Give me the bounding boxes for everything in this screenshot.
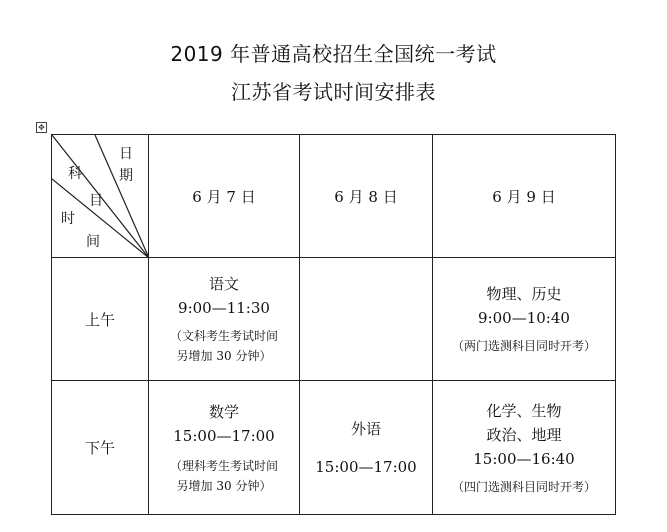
page-title: 2019 年普通高校招生全国统一考试: [170, 42, 497, 66]
date-header-jun8: 6 月 8 日: [300, 135, 433, 258]
time-math: 15:00—17:00: [173, 426, 275, 445]
time-foreign-language: 15:00—17:00: [315, 457, 417, 476]
cell-am-jun8: [300, 258, 433, 381]
subject-chinese: 语文: [208, 275, 239, 293]
corner-time-char2: 间: [86, 234, 100, 250]
afternoon-row: [52, 381, 616, 515]
subject-foreign-language: 外语: [350, 419, 381, 438]
date-header-jun9: 6 月 9 日: [433, 135, 616, 258]
note-electives-pm: （四门选测科目同时开考）: [451, 479, 596, 494]
subject-math: 数学: [208, 402, 239, 421]
period-morning: 上午: [52, 258, 149, 381]
table-move-handle-icon[interactable]: ✥: [36, 122, 47, 133]
time-chinese: 9:00—11:30: [178, 299, 270, 317]
corner-date-char1: 日: [119, 146, 133, 162]
subject-politics-geo: 政治、地理: [486, 425, 562, 444]
date-header-jun7: 6 月 7 日: [149, 135, 300, 258]
subject-chem-bio: 化学、生物: [486, 401, 562, 420]
diagonal-header-cell: [52, 135, 149, 258]
time-physics-history: 9:00—10:40: [478, 309, 570, 327]
note-chinese-line2: 另增加 30 分钟）: [176, 349, 272, 363]
subject-physics-history: 物理、历史: [486, 285, 562, 303]
note-math-line2: 另增加 30 分钟）: [176, 478, 272, 493]
cell-am-jun7: [149, 258, 300, 381]
corner-subject-char2: 目: [89, 193, 103, 209]
header-row: [52, 135, 616, 258]
exam-schedule-table: [51, 134, 616, 515]
corner-date-char2: 期: [119, 168, 133, 184]
page-subtitle: 江苏省考试时间安排表: [231, 80, 436, 104]
note-physics-history: （两门选测科目同时开考）: [451, 339, 596, 353]
corner-subject-char1: 科: [68, 166, 82, 182]
cell-pm-jun7: [149, 381, 300, 515]
morning-row: [52, 258, 616, 381]
cell-pm-jun8: [300, 381, 433, 515]
time-electives-pm: 15:00—16:40: [473, 449, 575, 468]
note-chinese-line1: （文科考生考试时间: [169, 329, 278, 343]
cell-pm-jun9: [433, 381, 616, 515]
period-afternoon: 下午: [52, 381, 149, 515]
corner-time-char1: 时: [61, 211, 75, 227]
note-math-line1: （理科考生考试时间: [169, 458, 278, 473]
cell-am-jun9: [433, 258, 616, 381]
